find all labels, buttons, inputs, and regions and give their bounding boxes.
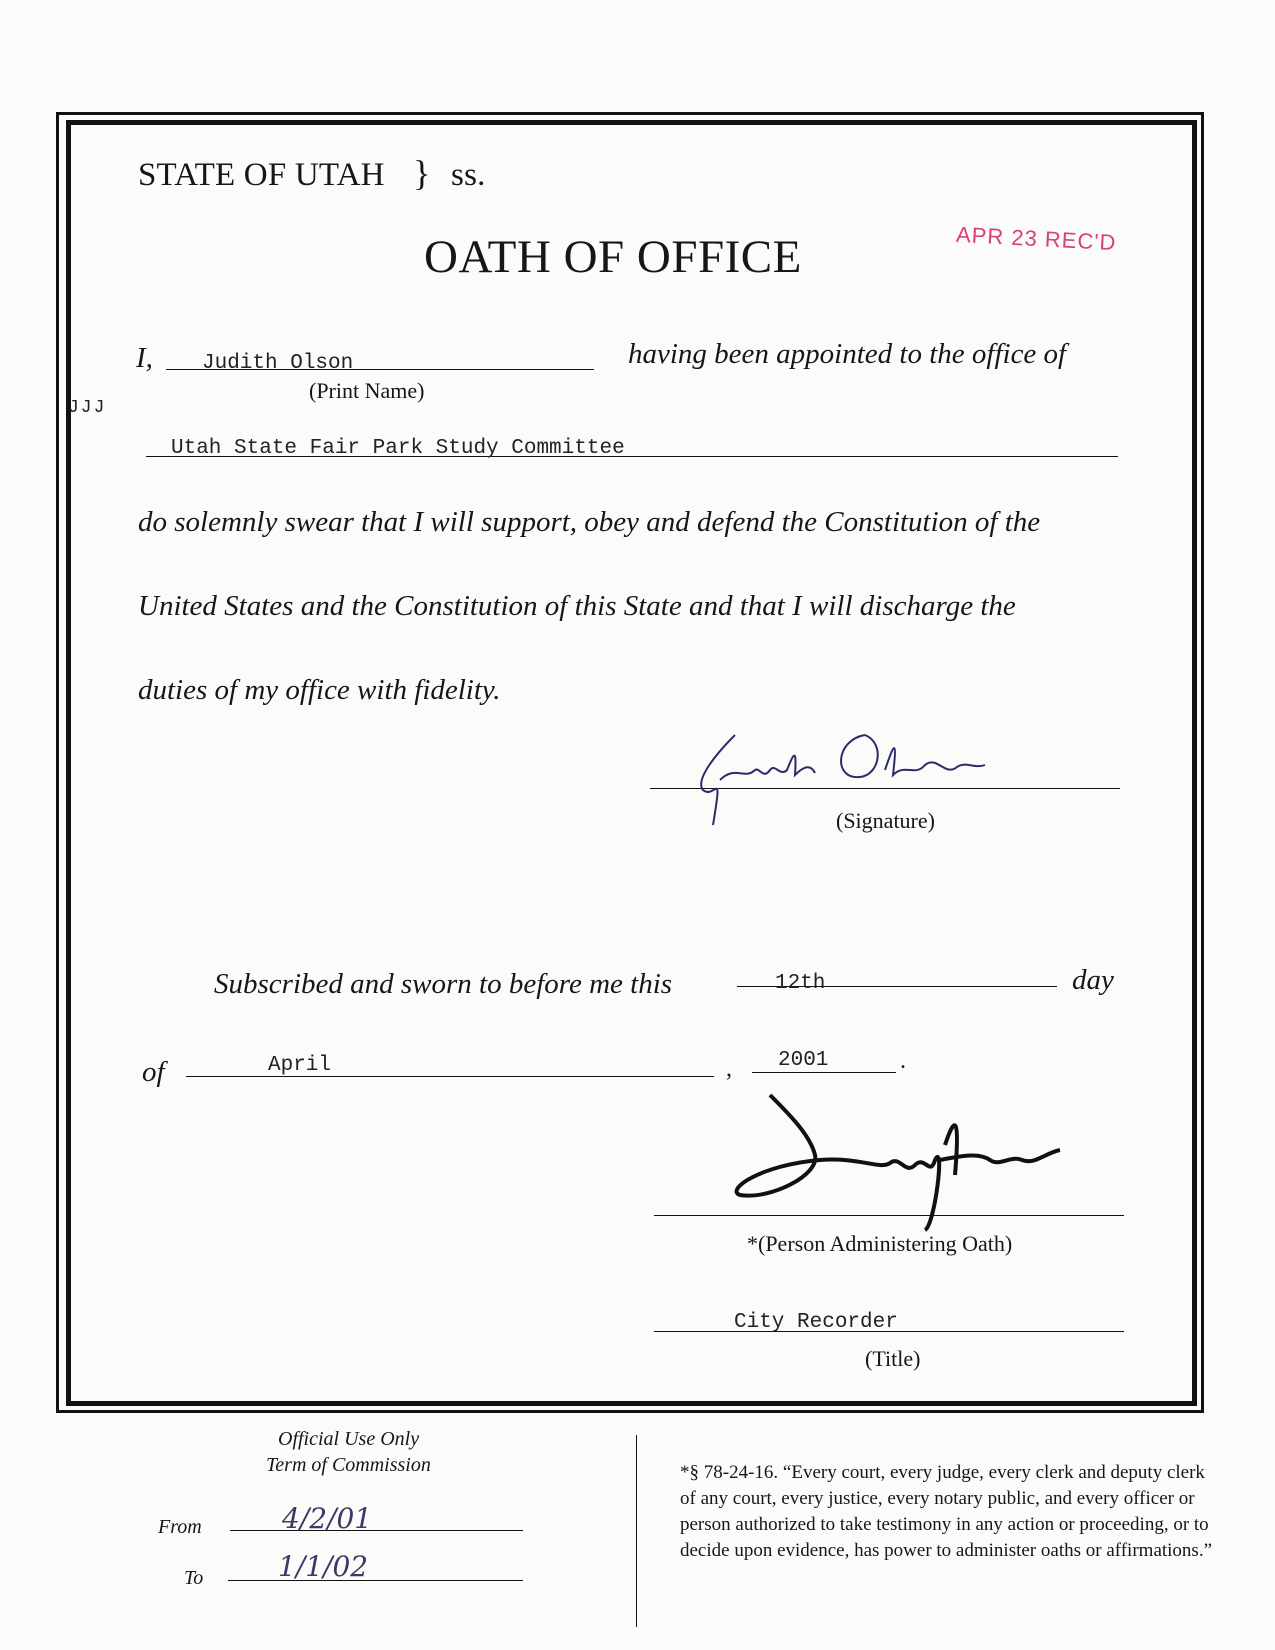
administrator-signature bbox=[730, 1085, 1070, 1235]
administrator-line bbox=[654, 1215, 1124, 1216]
venue-bracket: } bbox=[413, 153, 431, 193]
to-value: 1/1/02 bbox=[278, 1550, 369, 1583]
day-value: 12th bbox=[775, 972, 826, 995]
initials-mark: JJJ bbox=[68, 398, 107, 418]
office-value: Utah State Fair Park Study Committee bbox=[171, 437, 625, 460]
i-label: I, bbox=[136, 342, 153, 374]
administrator-caption: *(Person Administering Oath) bbox=[747, 1231, 1013, 1256]
to-label: To bbox=[184, 1567, 204, 1589]
print-name-caption: (Print Name) bbox=[309, 378, 425, 403]
print-name-value: Judith Olson bbox=[202, 352, 354, 375]
oath-line-1: do solemnly swear that I will support, obey and defend the Constitution of the bbox=[138, 506, 1041, 538]
title-value: City Recorder bbox=[734, 1311, 898, 1334]
to-line bbox=[228, 1580, 523, 1581]
signature-caption: (Signature) bbox=[836, 808, 935, 833]
day-label: day bbox=[1072, 964, 1114, 996]
sworn-text: Subscribed and sworn to before me this bbox=[214, 968, 673, 1000]
date-period: . bbox=[900, 1048, 906, 1074]
date-comma: , bbox=[726, 1056, 732, 1082]
from-label: From bbox=[158, 1516, 202, 1538]
month-value: April bbox=[268, 1054, 332, 1077]
oath-line-3: duties of my office with fidelity. bbox=[138, 674, 501, 706]
term-heading: Term of Commission bbox=[266, 1454, 431, 1476]
official-use-heading: Official Use Only bbox=[278, 1428, 420, 1450]
of-label: of bbox=[142, 1056, 165, 1088]
statute-note: *§ 78-24-16. “Every court, every judge, every clerk and deputy clerk of any court, every justice, every notary public, and every officer or person authorized to take testimony in any action or proceeding, or to decide upon evidence, has power to administer oaths or affirmations.” bbox=[680, 1462, 1213, 1561]
page-title: OATH OF OFFICE bbox=[424, 231, 802, 283]
from-value: 4/2/01 bbox=[282, 1502, 373, 1535]
received-stamp: APR 23 REC'D bbox=[955, 221, 1118, 256]
year-value: 2001 bbox=[778, 1049, 829, 1072]
year-line bbox=[752, 1072, 896, 1073]
appointed-text: having been appointed to the office of bbox=[628, 338, 1067, 370]
venue-heading bbox=[138, 152, 486, 194]
oath-line-2: United States and the Constitution of this State and that I will discharge the bbox=[138, 590, 1016, 622]
from-line bbox=[230, 1530, 523, 1531]
month-line bbox=[186, 1076, 714, 1077]
footer-divider bbox=[636, 1435, 637, 1627]
ss-label: ss. bbox=[451, 157, 486, 193]
state-label: STATE OF UTAH bbox=[138, 157, 385, 193]
title-caption: (Title) bbox=[865, 1346, 921, 1371]
